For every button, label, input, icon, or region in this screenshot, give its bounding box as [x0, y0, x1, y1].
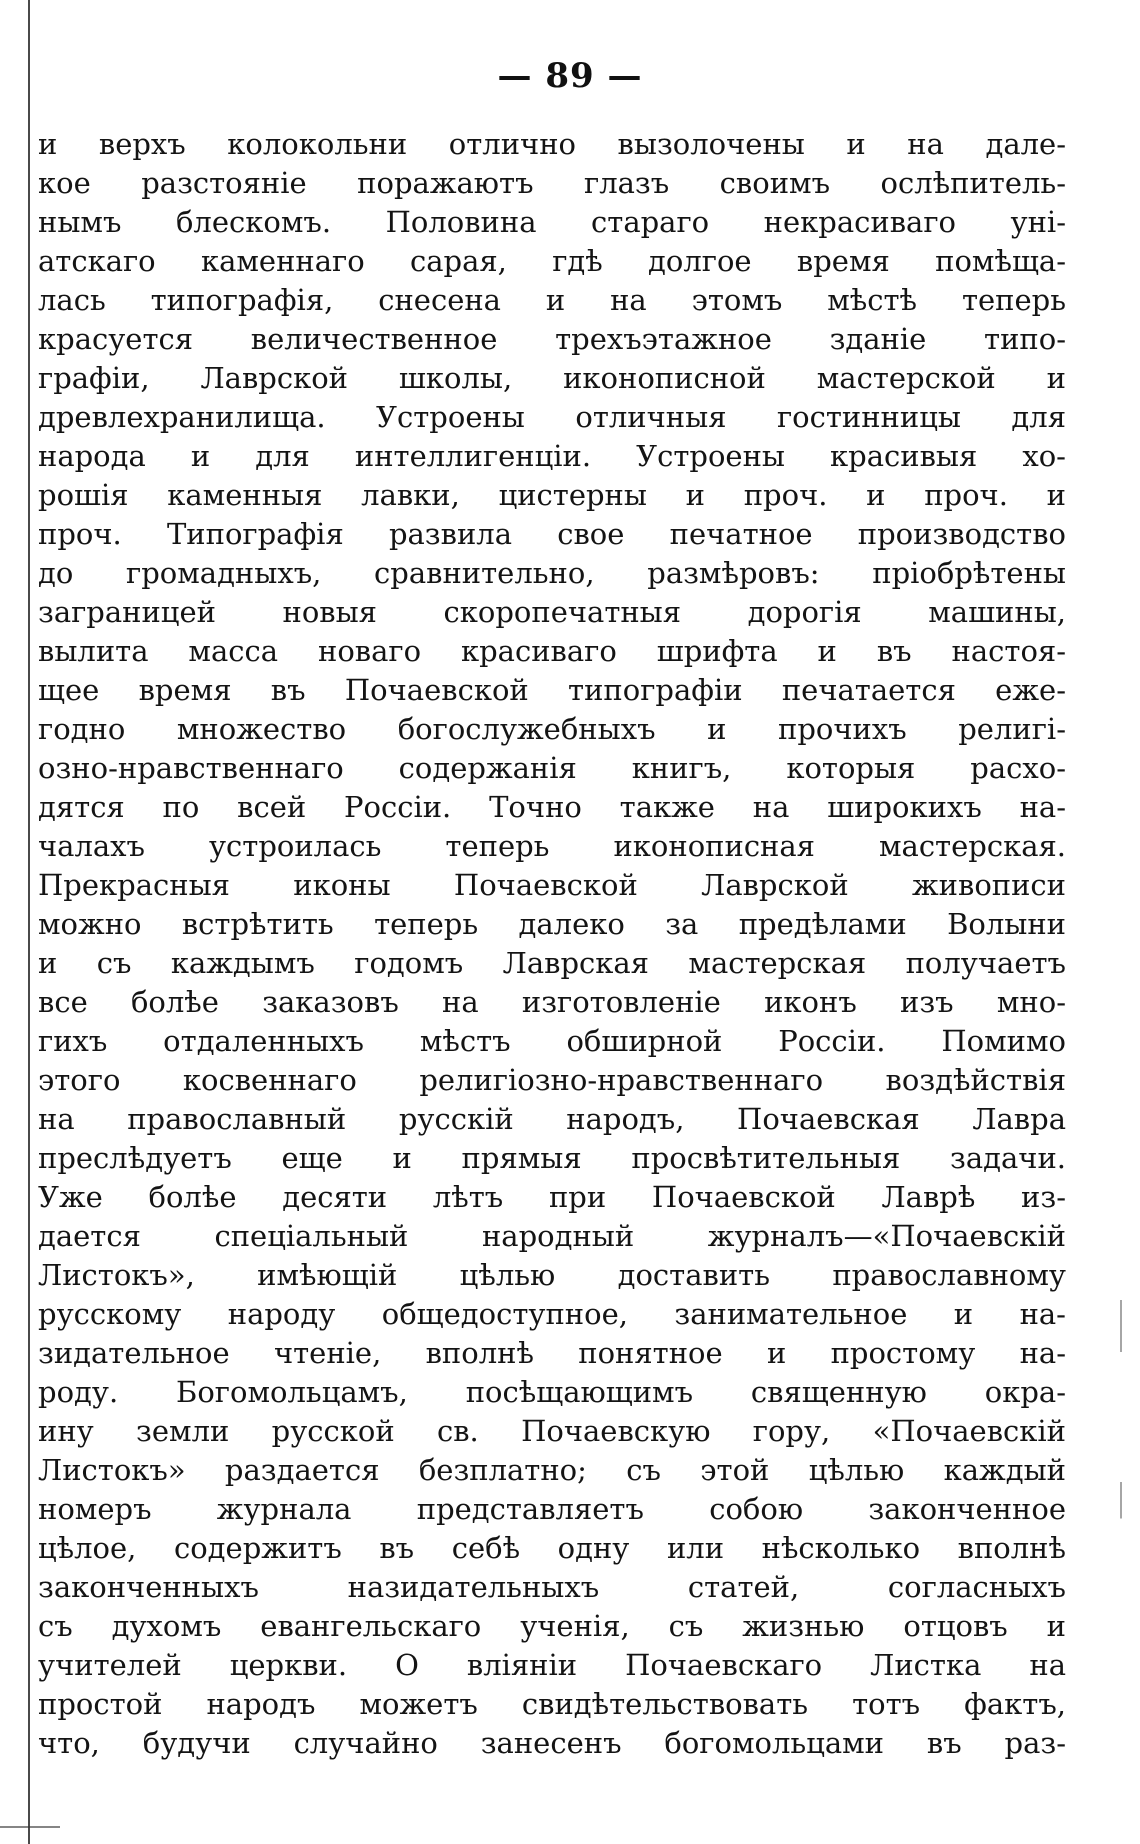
- text-line: ину земли русской св. Почаевскую гору, «Почаевскій: [38, 1414, 1066, 1448]
- text-line: все болѣе заказовъ на изготовленіе иконъ изъ мно-: [38, 985, 1066, 1019]
- text-line: Уже болѣе десяти лѣтъ при Почаевской Лаврѣ из-: [38, 1180, 1066, 1214]
- text-line: древлехранилища. Устроены отличныя гостинницы для: [38, 400, 1066, 434]
- text-line: съ духомъ евангельскаго ученія, съ жизнью отцовъ и: [38, 1609, 1066, 1643]
- text-line: учителей церкви. О вліяніи Почаевскаго Листка на: [38, 1648, 1066, 1682]
- text-line: народа и для интеллигенціи. Устроены красивыя хо-: [38, 439, 1066, 473]
- text-line: графіи, Лаврской школы, иконописной мастерской и: [38, 361, 1066, 395]
- text-line: Прекрасныя иконы Почаевской Лаврской живописи: [38, 868, 1066, 902]
- text-line: проч. Типографія развила свое печатное производство: [38, 517, 1066, 551]
- text-line: годно множество богослужебныхъ и прочихъ религі-: [38, 712, 1066, 746]
- right-margin-specks: [1120, 1300, 1122, 1820]
- text-line: нымъ блескомъ. Половина стараго некрасиваго уні-: [38, 205, 1066, 239]
- text-line: и верхъ колокольни отлично вызолочены и на дале-: [38, 127, 1066, 161]
- text-line: простой народъ можетъ свидѣтельствовать тотъ фактъ,: [38, 1687, 1066, 1721]
- text-line: русскому народу общедоступное, занимательное и на-: [38, 1297, 1066, 1331]
- text-line: атскаго каменнаго сарая, гдѣ долгое время помѣща-: [38, 244, 1066, 278]
- text-line: до громадныхъ, сравнительно, размѣровъ: пріобрѣтены: [38, 556, 1066, 590]
- text-line: кое разстояніе поражаютъ глазъ своимъ ослѣпитель-: [38, 166, 1066, 200]
- text-line: и съ каждымъ годомъ Лаврская мастерская получаетъ: [38, 946, 1066, 980]
- text-line: этого косвеннаго религіозно-нравственнаго воздѣйствія: [38, 1063, 1066, 1097]
- page-number: — 89 —: [497, 56, 643, 96]
- text-line: гихъ отдаленныхъ мѣстъ обширной Россіи. Помимо: [38, 1024, 1066, 1058]
- text-line: на православный русскій народъ, Почаевская Лавра: [38, 1102, 1066, 1136]
- text-line: озно-нравственнаго содержанія книгъ, которыя расхо-: [38, 751, 1066, 785]
- text-line: законченныхъ назидательныхъ статей, согласныхъ: [38, 1570, 1066, 1604]
- text-line: Листокъ», имѣющій цѣлью доставить православному: [38, 1258, 1066, 1292]
- text-line: что, будучи случайно занесенъ богомольцами въ раз-: [38, 1726, 1066, 1760]
- text-line: вылита масса новаго красиваго шрифта и въ настоя-: [38, 634, 1066, 668]
- text-line: лась типографія, снесена и на этомъ мѣстѣ теперь: [38, 283, 1066, 317]
- text-line: чалахъ устроилась теперь иконописная мастерская.: [38, 829, 1066, 863]
- left-margin-rule: [28, 0, 30, 1844]
- body-text: [38, 125, 1066, 1763]
- text-line: цѣлое, содержитъ въ себѣ одну или нѣсколько вполнѣ: [38, 1531, 1066, 1565]
- text-line: красуется величественное трехъэтажное зданіе типо-: [38, 322, 1066, 356]
- text-line: дается спеціальный народный журналъ—«Почаевскій: [38, 1219, 1066, 1253]
- text-line: роду. Богомольцамъ, посѣщающимъ священную окра-: [38, 1375, 1066, 1409]
- text-line: Листокъ» раздается безплатно; съ этой цѣлью каждый: [38, 1453, 1066, 1487]
- text-line: дятся по всей Россіи. Точно также на широкихъ на-: [38, 790, 1066, 824]
- text-line: номеръ журнала представляетъ собою законченное: [38, 1492, 1066, 1526]
- text-line: щее время въ Почаевской типографіи печатается еже-: [38, 673, 1066, 707]
- text-line: рошія каменныя лавки, цистерны и проч. и проч. и: [38, 478, 1066, 512]
- text-line: можно встрѣтить теперь далеко за предѣлами Волыни: [38, 907, 1066, 941]
- text-line: заграницей новыя скоропечатныя дорогія машины,: [38, 595, 1066, 629]
- text-line: преслѣдуетъ еще и прямыя просвѣтительныя задачи.: [38, 1141, 1066, 1175]
- bottom-margin-mark: [0, 1826, 60, 1828]
- text-line: зидательное чтеніе, вполнѣ понятное и простому на-: [38, 1336, 1066, 1370]
